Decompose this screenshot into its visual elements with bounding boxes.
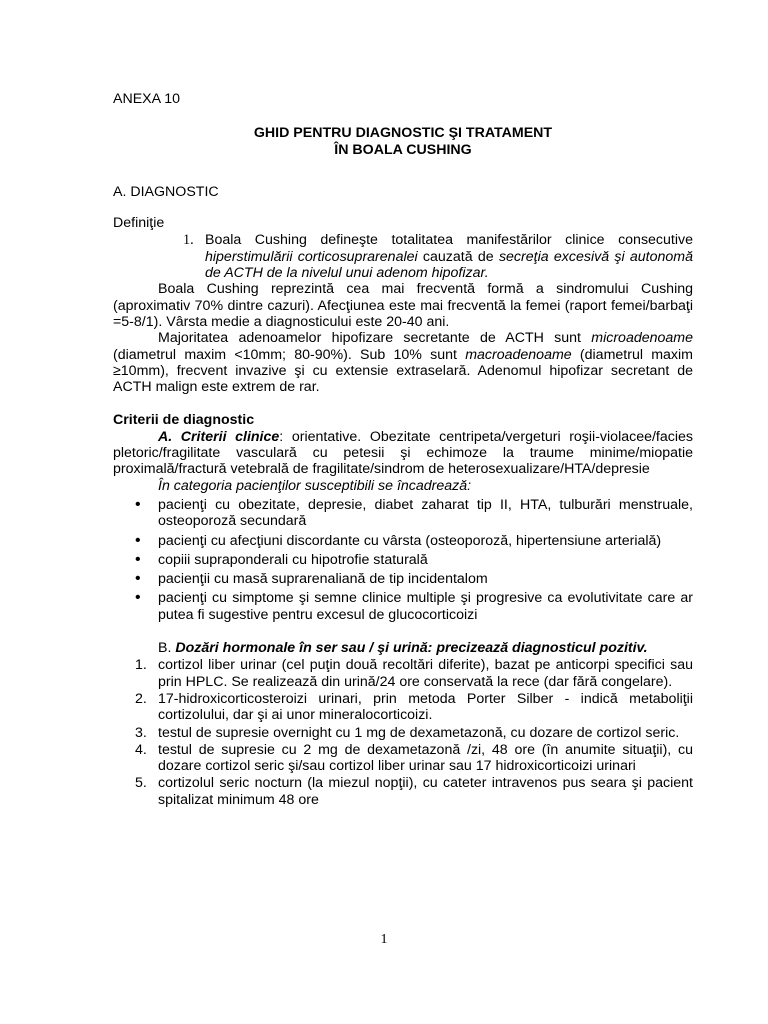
document-title [113,125,693,158]
title-line-1: GHID PENTRU DIAGNOSTIC ŞI TRATAMENT [253,125,553,142]
annex-label: ANEXA 10 [113,91,181,107]
item-number: 5. [135,775,147,792]
item-number: 2. [135,690,147,707]
list-item: • pacienţi cu obezitate, depresie, diabet zaharat tip II, HTA, tulburări menstruale, osteoporoză secundară [113,497,693,530]
item-number: 4. [135,741,147,758]
clinical-criteria-text: : orientative. Obezitate centripeta/vergeturi roşii-violacee/facies pletoric/fragilitate vasculară cu petesii şi echimoze la traume minime/miopatie proximală/fractură vetebrală de fragilitate/sindrom de heterosexualizare/HTA/depresie [113,428,693,478]
list-item [113,725,693,741]
item-text: 17-hidroxicorticosteroizi urinari, prin metoda Porter Silber - indică metaboliţii cortizolului, dar şi ai unor mineralocorticoizi. [158,690,693,724]
page-number: 1 [380,932,388,947]
hormonal-prefix: B. [158,640,176,657]
definition-text-italic: hiperstimulării corticosuprarenalei [205,248,418,265]
item-number: 1. [135,657,147,674]
list-item: • pacienţi cu simptome şi semne clinice multiple şi progresive ca evolutivitate care ar putea fi sugestive pentru excesul de glucocorticoizi [113,590,693,623]
list-item [113,657,693,690]
list-item: • copiii supraponderali cu hipotrofie staturală [113,552,693,568]
document-page [113,91,693,808]
patient-bullet-list [113,497,693,623]
list-item: • pacienţii cu masă suprarenaliană de tip incidentalom [113,571,693,587]
list-item [113,742,693,775]
clinical-criteria [113,429,693,478]
item-text: cortizol liber urinar (cel puţin două recoltări diferite), bazat pe anticorpi specifici sau prin HPLC. Se realizează din urină/24 ore conservată la rece (dar fără congelare). [158,657,693,690]
category-intro: În categoria pacienţilor susceptibili se încadrează: [158,477,472,494]
paragraph-prevalence: Boala Cushing reprezintă cea mai frecventă formă a sindromului Cushing (aproximativ 70% dintre cazuri). Afecţiunea este mai frecventă la femei (raport femei/barbaţi =5-8/1). Vârsta medie a diagnosticului este 20-40 ani. [113,281,693,330]
definition-label: Definiţie [113,215,165,232]
title-line-2: ÎN BOALA CUSHING [334,141,472,158]
item-text: testul de supresie cu 2 mg de dexametazonă /zi, 48 ore (în anumite situaţii), cu dozare cortizol seric şi/sau cortizol liber urinar sau 17 hidroxicorticoizi urinari [158,741,693,775]
item-text: cortizolul seric nocturn (la miezul nopţii), cu cateter intravenos pus seara şi pacient spitalizat minimum 48 ore [158,775,693,808]
item-number: 3. [135,724,147,741]
paragraph-adenomas [113,330,693,395]
definition-number: 1. [183,232,194,249]
list-item [113,775,693,808]
hormonal-criteria-heading [113,640,693,656]
definition-item [113,232,693,281]
list-item [113,691,693,724]
definition-text-part: cauzată de [417,248,499,265]
definition-text-italic: secreţia excesivă şi autonomă de ACTH de la nivelul unui adenom hipofizar. [205,248,693,282]
para-italic: macroadenoame [465,346,572,363]
list-item: • pacienţi cu afecţiuni discordante cu vârsta (osteoporoză, hipertensiune arterială) [113,533,693,549]
item-text: testul de supresie overnight cu 1 mg de dexametazonă, cu dozare de cortizol seric. [158,724,680,741]
para-italic: microadenoame [591,330,693,347]
para-text: (diametrul maxim ≥10mm), frecvent invazive şi cu extensie extraselară. Adenomul hipofizar secretant de ACTH malign este extrem de rar. [113,346,694,396]
definition-text-part: Boala Cushing defineşte totalitatea manifestărilor clinice consecutive [205,232,693,249]
clinical-criteria-label: A. Criterii clinice [158,428,280,445]
criteria-heading: Criterii de diagnostic [113,412,255,429]
section-heading-diagnostic: A. DIAGNOSTIC [113,183,219,200]
para-text: (diametrul maxim <10mm; 80-90%). Sub 10% sunt [113,346,466,363]
para-text: Majoritatea adenoamelor hipofizare secretante de ACTH sunt [158,330,592,347]
definition-text [205,232,693,281]
hormonal-tests-list [113,657,693,808]
hormonal-heading-text: Dozări hormonale în ser sau / şi urină: precizează diagnosticul pozitiv. [175,640,648,657]
